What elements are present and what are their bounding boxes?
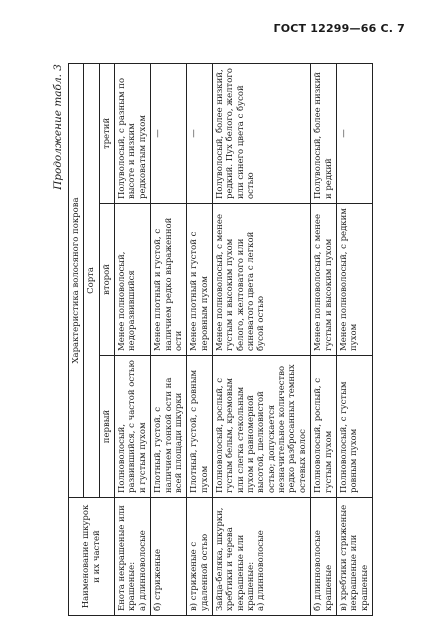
row-name: в) хребтики стриженые некрашеные или крашеные [336,498,372,616]
row-name: Енота некрашеные или крашеные: а) длинноволосые [115,498,151,616]
header-name: Наименование шкурок и их частей [69,498,115,616]
row-grade-1: Плотный, густой, с наличием тонкой ости на всей площади шкурки [151,356,187,498]
header-group: Характеристика волосяного покрова [69,63,84,497]
row-grade-1: Полноволосый, рослый, с густым пухом [311,356,337,498]
row-grade-3: Полуволосый, более низкий и редкий [311,63,337,203]
table-row [151,63,187,615]
row-grade-2: Менее полноволосый, недоразвившийся [115,204,151,356]
page-code: ГОСТ 12299—66 С. 7 [273,22,405,35]
row-name: б) длинноволосые крашеные [311,498,337,616]
row-grade-2: Менее плотный и густой, с наличием редко выраженной ости [151,204,187,356]
row-grade-2: Менее полноволосый, с менее густым и высоким пухом [311,204,337,356]
row-grade-1: Плотный, густой, с ровным пухом [187,356,213,498]
row-grade-3: Полуволосый, более низкий, редкий. Пух белого, желтого или синего цвета с бусой остью [212,63,310,203]
table-caption: Продолжение табл. 3 [52,64,64,190]
row-grade-1: Полноволосый, развившийся, с частой остью и густым пухом [115,356,151,498]
grades-table [68,63,373,616]
row-grade-3: — [187,63,213,203]
table-row [212,63,310,615]
header-grade-3: третий [99,63,114,203]
row-grade-1: Полноволосый, рослый, с густым белым, кремовым или слегка стекольным пухом и равномерной высотой, шелковистой остью; допускается незначительное количество редко разбросанных темных остевых волос [212,356,310,498]
header-grades: Сорта [84,63,99,497]
row-name: Зайца-беляка, шкурки, хребтики и черева некрашеные или крашеные: а) длинноволосые [212,498,310,616]
row-name: в) стриженые с удаленной остью [187,498,213,616]
table-row [311,63,337,615]
row-grade-2: Менее полноволосый, с менее густым и высоким пухом белого, желтоватого или синеватого цвета с легкой бусой остью [212,204,310,356]
rotated-table-block [46,56,394,616]
row-grade-2: Менее полноволосый, с редким пухом [336,204,372,356]
header-grade-2: второй [99,204,114,356]
row-grade-3: Полуволосый, с разным по высоте и низким редковатым пухом [115,63,151,203]
row-grade-3: — [336,63,372,203]
header-row-1 [69,63,84,615]
row-grade-3: — [151,63,187,203]
row-grade-2: Менее плотный и густой с неровным пухом [187,204,213,356]
header-grade-1: первый [99,356,114,498]
row-grade-1: Полноволосый, с густым ровным пухом [336,356,372,498]
row-name: б) стриженые [151,498,187,616]
table-body [115,63,373,615]
table-row [115,63,151,615]
table-row [336,63,372,615]
table-row [187,63,213,615]
